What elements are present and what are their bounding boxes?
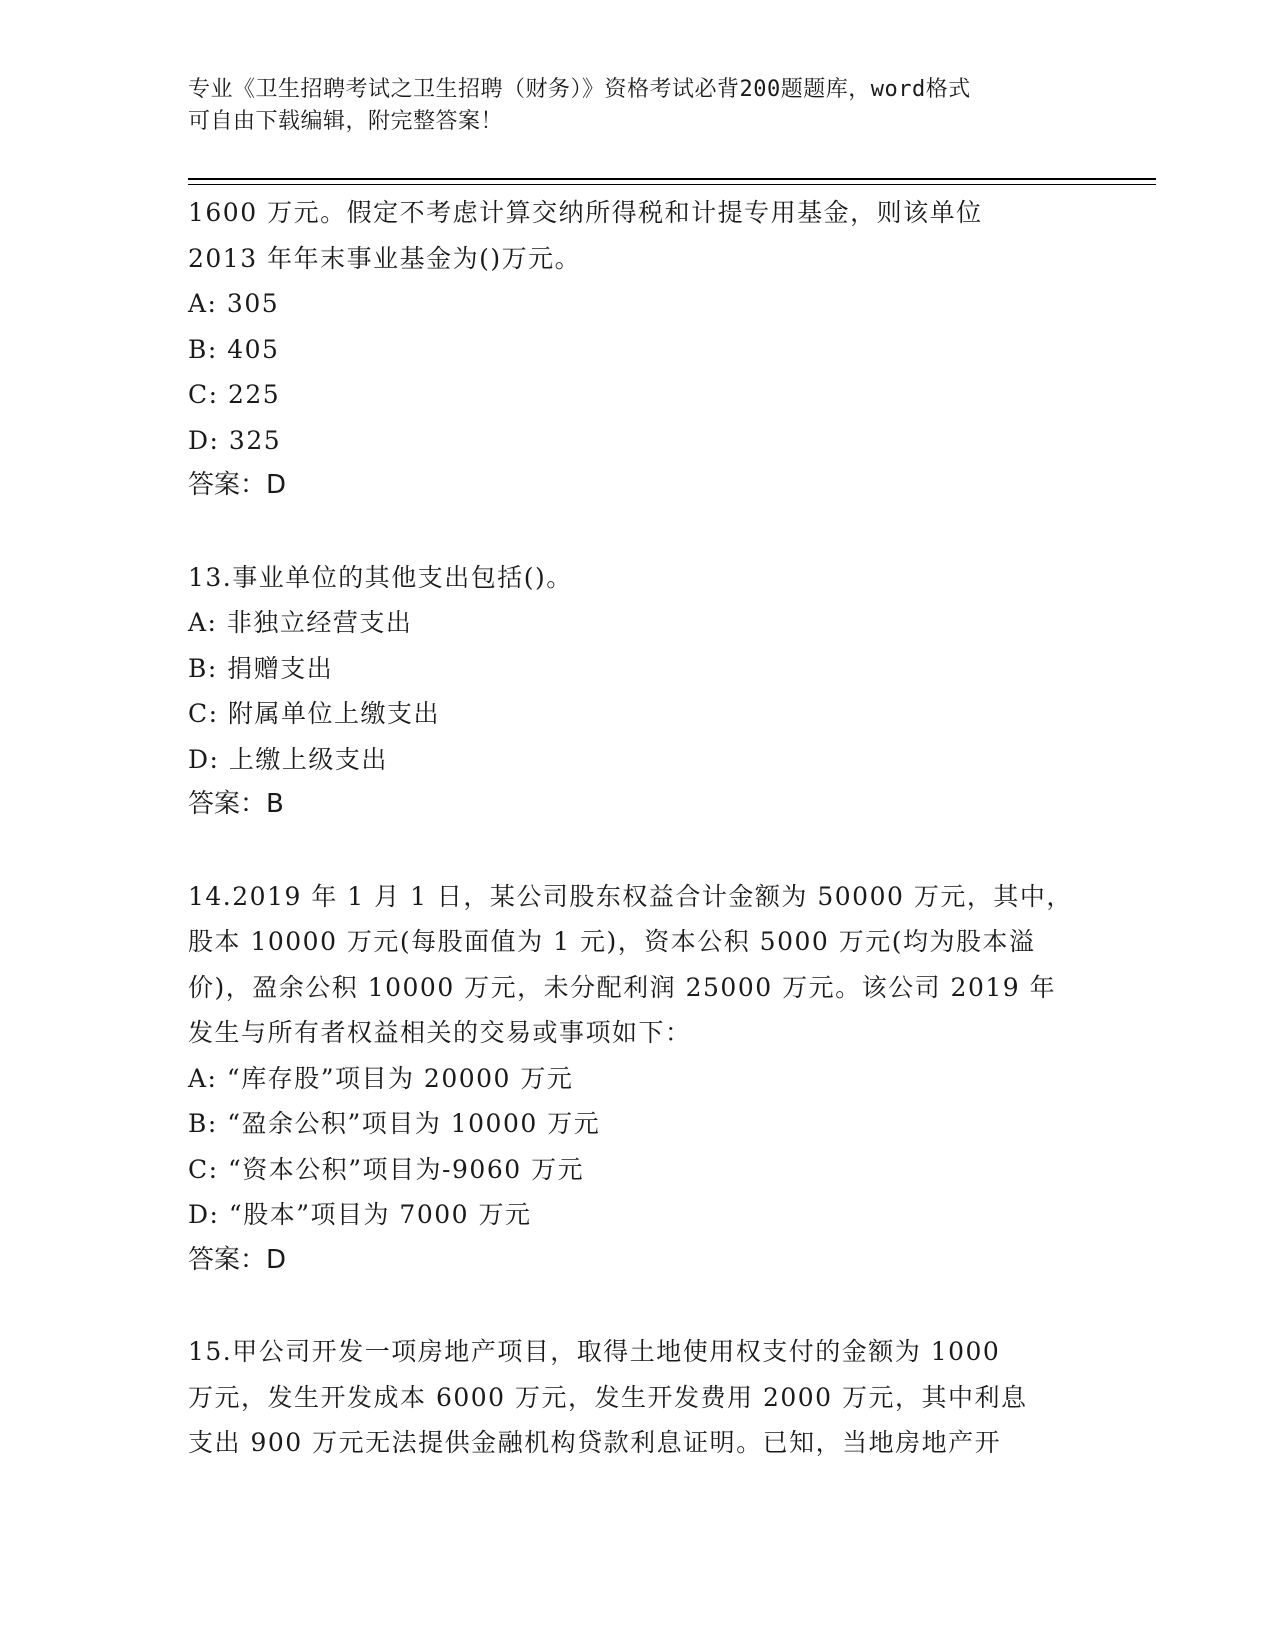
option-c: C: 225 bbox=[188, 380, 281, 409]
option-b: B: 405 bbox=[188, 334, 280, 364]
option-a: A: “库存股”项目为 20000 万元 bbox=[188, 1063, 574, 1093]
question-14 bbox=[188, 874, 1088, 1284]
question-stem-line: 14.2019 年 1 月 1 日，某公司股东权益合计金额为 50000 万元，其中， bbox=[188, 881, 1073, 911]
question-stem-line: 价)，盈余公积 10000 万元，未分配利润 25000 万元。该公司 2019 年 bbox=[188, 972, 1057, 1002]
answer-line: 答案：D bbox=[188, 1244, 287, 1275]
question-13 bbox=[188, 555, 1088, 828]
question-stem-line: 股本 10000 万元(每股面值为 1 元)，资本公积 5000 万元(均为股本溢 bbox=[188, 927, 1036, 956]
question-stem-line: 13.事业单位的其他支出包括()。 bbox=[188, 562, 573, 592]
option-d: D: 上缴上级支出 bbox=[188, 744, 388, 774]
question-stem-line: 15.甲公司开发一项房地产项目，取得土地使用权支付的金额为 1000 bbox=[188, 1337, 1001, 1366]
header-divider-thin bbox=[188, 184, 1156, 185]
question-stem-line: 支出 900 万元无法提供金融机构贷款利息证明。已知，当地房地产开 bbox=[188, 1428, 1002, 1457]
question-stem-line: 2013 年年末事业基金为()万元。 bbox=[188, 243, 582, 273]
option-c: C: “资本公积”项目为-9060 万元 bbox=[188, 1154, 585, 1184]
question-stem-line: 万元，发生开发成本 6000 万元，发生开发费用 2000 万元，其中利息 bbox=[188, 1382, 1028, 1412]
question-12 bbox=[188, 190, 1088, 509]
header-divider-thick bbox=[188, 178, 1156, 180]
question-15 bbox=[188, 1329, 1088, 1466]
option-b: B: 捐赠支出 bbox=[188, 653, 334, 683]
question-stem-line: 发生与所有者权益相关的交易或事项如下： bbox=[188, 1018, 692, 1047]
document-body bbox=[188, 190, 1088, 1466]
spacer bbox=[188, 1283, 1088, 1329]
option-d: D: 325 bbox=[188, 425, 282, 455]
option-b: B: “盈余公积”项目为 10000 万元 bbox=[188, 1109, 601, 1138]
option-a: A: 非独立经营支出 bbox=[188, 608, 413, 637]
option-a: A: 305 bbox=[188, 289, 280, 318]
question-stem-line: 1600 万元。假定不考虑计算交纳所得税和计提专用基金，则该单位 bbox=[188, 198, 983, 227]
header-line-1: 专业《卫生招聘考试之卫生招聘（财务）》资格考试必背200题题库，word格式 bbox=[188, 77, 971, 102]
document-header bbox=[188, 74, 1088, 138]
answer-line: 答案：D bbox=[188, 470, 287, 500]
spacer bbox=[188, 828, 1088, 874]
option-c: C: 附属单位上缴支出 bbox=[188, 699, 440, 728]
answer-line: 答案：B bbox=[188, 789, 284, 819]
spacer bbox=[188, 509, 1088, 555]
option-d: D: “股本”项目为 7000 万元 bbox=[188, 1200, 532, 1229]
header-line-2: 可自由下载编辑，附完整答案！ bbox=[188, 109, 504, 134]
